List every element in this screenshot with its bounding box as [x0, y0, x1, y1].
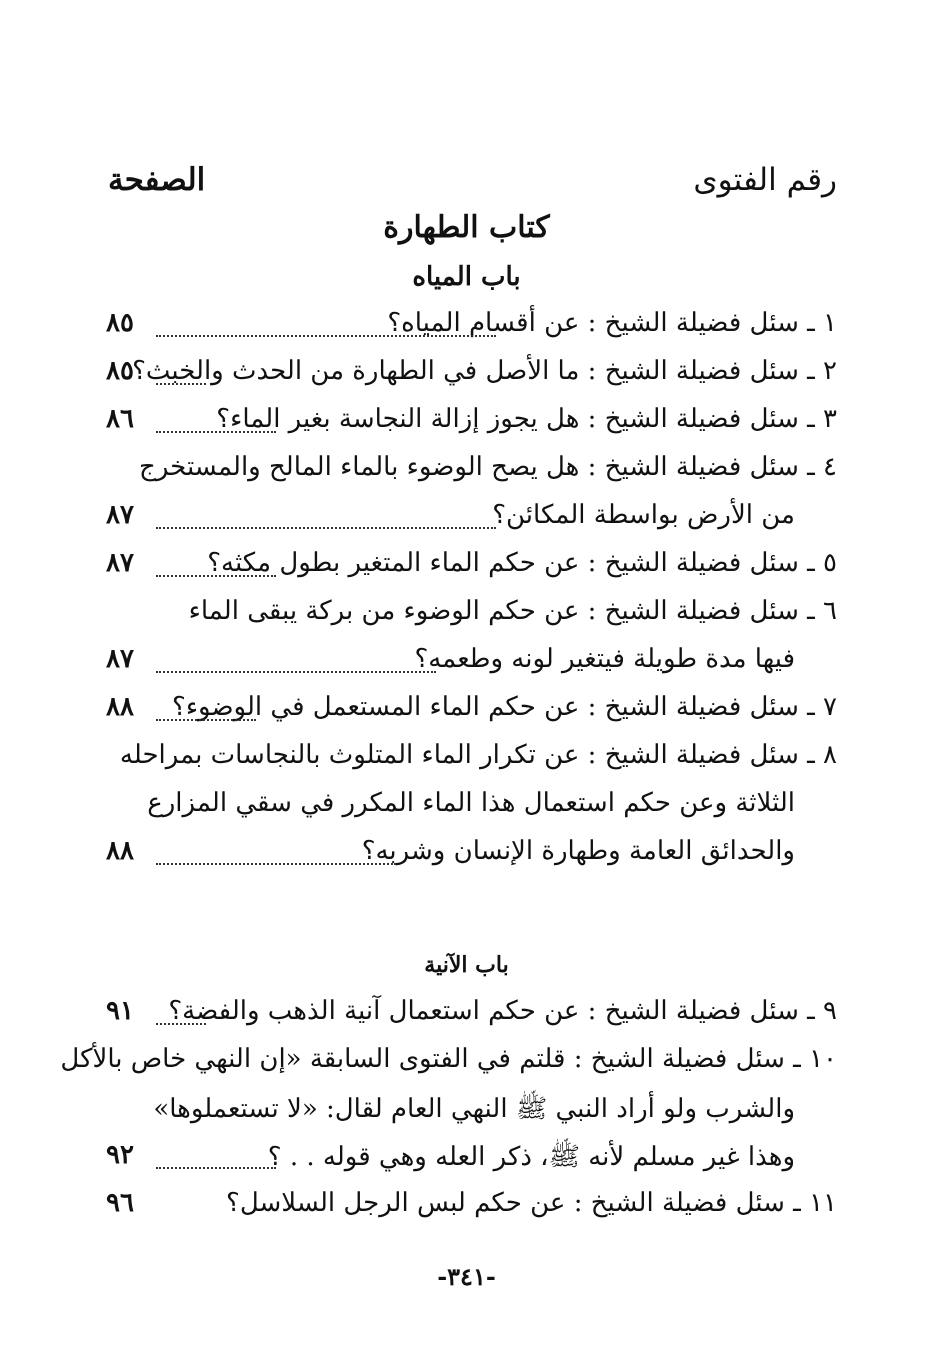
list-item — [106, 452, 837, 498]
leader-dots — [156, 719, 256, 721]
entry-text: ٩ ـ سئل فضيلة الشيخ : عن حكم استعمال آنية الذهب والفضة؟ — [168, 996, 837, 1026]
entry-page-number: ٨٧ — [106, 500, 134, 530]
entry-text: ٨ ـ سئل فضيلة الشيخ : عن تكرار الماء المتلوث بالنجاسات بمراحله — [119, 740, 837, 770]
list-item-continuation — [106, 1140, 837, 1186]
book-title: كتاب الطهارة — [383, 210, 550, 245]
entry-page-number: ٨٦ — [106, 404, 134, 434]
leader-dots — [156, 575, 276, 577]
entry-text-continuation: والشرب ولو أراد النبي ﷺ النهي العام لقال: «لا تستعملوها» — [153, 1094, 795, 1124]
entry-text-continuation: وهذا غير مسلم لأنه ﷺ، ذكر العله وهي قوله . . ؟ — [267, 1142, 795, 1172]
list-item — [106, 356, 837, 402]
leader-dots — [156, 527, 496, 529]
entry-text: ٢ ـ سئل فضيلة الشيخ : ما الأصل في الطهارة من الحدث والخبث؟ — [132, 356, 837, 386]
entry-page-number: ٨٨ — [106, 836, 134, 866]
entry-page-number: ٨٨ — [106, 692, 134, 722]
section-title-vessels: باب الآنية — [424, 952, 509, 978]
fatwa-number-header: رقم الفتوى — [693, 162, 837, 198]
entry-text: ١١ ـ سئل فضيلة الشيخ : عن حكم لبس الرجل السلاسل؟ — [226, 1188, 837, 1218]
leader-dots — [156, 671, 436, 673]
entry-page-number: ٩٢ — [106, 1140, 134, 1170]
page-number-footer: -٣٤١- — [437, 1262, 496, 1291]
leader-dots — [156, 335, 496, 337]
leader-dots — [156, 1023, 206, 1025]
leader-dots — [156, 431, 276, 433]
entry-text: ٦ ـ سئل فضيلة الشيخ : عن حكم الوضوء من بركة يبقى الماء — [188, 596, 837, 626]
entry-text: ١ ـ سئل فضيلة الشيخ : عن أقسام المياه؟ — [387, 308, 837, 338]
entry-page-number: ٩١ — [106, 996, 134, 1026]
leader-dots — [156, 1167, 276, 1169]
entry-text-continuation: فيها مدة طويلة فيتغير لونه وطعمه؟ — [414, 644, 795, 674]
list-item — [60, 1044, 837, 1090]
entry-text-continuation: الثلاثة وعن حكم استعمال هذا الماء المكرر في سقي المزارع — [147, 788, 795, 818]
list-item-continuation — [106, 500, 837, 546]
list-item — [106, 596, 837, 642]
list-item — [106, 548, 837, 594]
entry-text-continuation: من الأرض بواسطة المكائن؟ — [492, 500, 795, 530]
page-column-header: الصفحة — [108, 162, 206, 198]
entry-text: ٣ ـ سئل فضيلة الشيخ : هل يجوز إزالة النجاسة بغير الماء؟ — [216, 404, 837, 434]
list-item — [106, 996, 837, 1042]
entry-text: ١٠ ـ سئل فضيلة الشيخ : قلتم في الفتوى السابقة «إن النهي خاص بالأكل — [60, 1044, 837, 1074]
list-item — [106, 308, 837, 354]
list-item — [106, 404, 837, 450]
leader-dots — [156, 383, 206, 385]
entry-text: ٧ ـ سئل فضيلة الشيخ : عن حكم الماء المستعمل في الوضوء؟ — [172, 692, 837, 722]
list-item-continuation — [106, 644, 837, 690]
entry-text: ٤ ـ سئل فضيلة الشيخ : هل يصح الوضوء بالماء المالح والمستخرج — [139, 452, 837, 482]
list-item-continuation — [106, 836, 837, 882]
entry-page-number: ٩٦ — [106, 1188, 134, 1218]
list-item — [106, 1188, 837, 1234]
section-title-waters: باب المياه — [412, 262, 521, 292]
entry-page-number: ٨٧ — [106, 548, 134, 578]
list-item — [106, 692, 837, 738]
entry-page-number: ٨٥ — [106, 308, 134, 338]
entry-text-continuation: والحدائق العامة وطهارة الإنسان وشربه؟ — [361, 836, 795, 866]
entry-text: ٥ ـ سئل فضيلة الشيخ : عن حكم الماء المتغير بطول مكثه؟ — [207, 548, 837, 578]
list-item-continuation — [106, 788, 837, 834]
list-item — [106, 740, 837, 786]
entry-page-number: ٨٥ — [106, 356, 134, 386]
list-item-continuation — [106, 1092, 837, 1138]
entry-page-number: ٨٧ — [106, 644, 134, 674]
leader-dots — [156, 863, 396, 865]
